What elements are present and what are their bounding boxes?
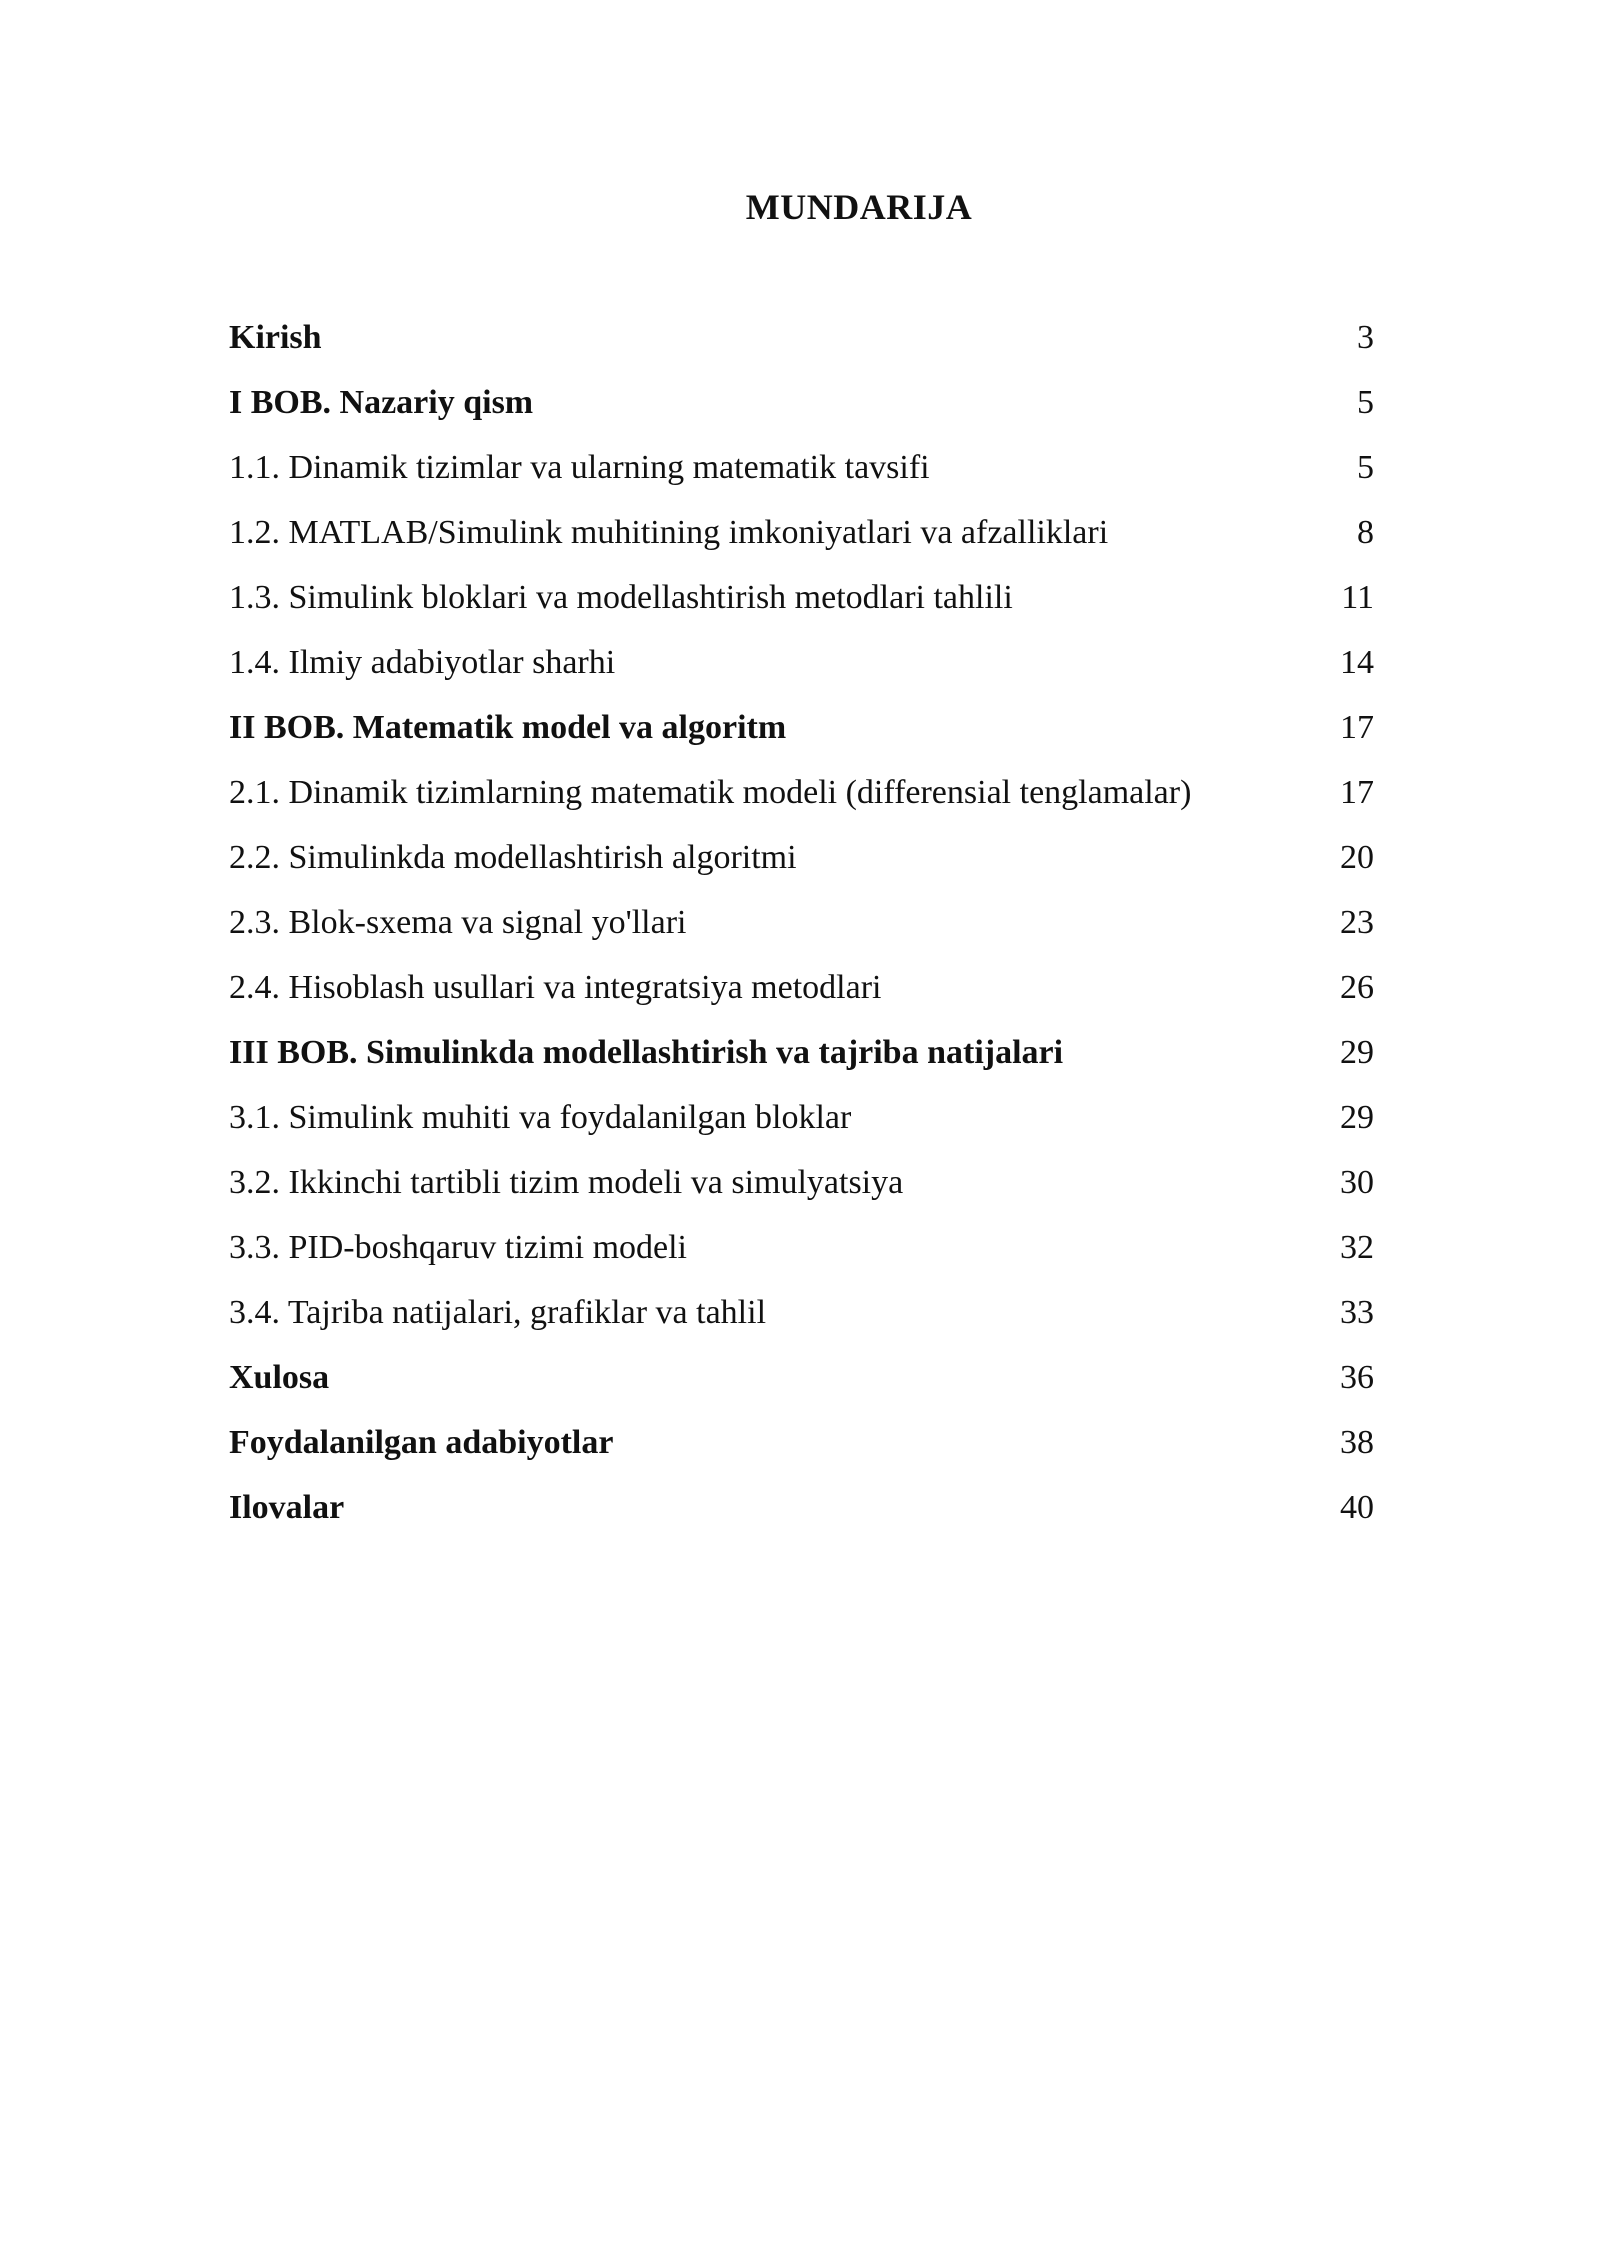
toc-entry [229, 565, 1374, 630]
toc-entry [229, 1345, 1374, 1410]
toc-entry-label: 2.4. Hisoblash usullari va integratsiya metodlari [229, 968, 882, 1006]
toc-entry-label: Foydalanilgan adabiyotlar [229, 1423, 614, 1461]
toc-entry-page: 17 [1340, 708, 1374, 746]
toc-entry-page: 23 [1340, 903, 1374, 941]
toc-entry-page: 30 [1340, 1163, 1374, 1201]
toc-entry-page: 17 [1340, 773, 1374, 811]
toc-entry-page: 14 [1340, 643, 1374, 681]
toc-entry [229, 370, 1374, 435]
toc-entry-label: 2.3. Blok-sxema va signal yo'llari [229, 903, 687, 941]
toc-entry [229, 695, 1374, 760]
toc-entry-page: 38 [1340, 1423, 1374, 1461]
toc-entry [229, 760, 1374, 825]
toc-entry [229, 1475, 1374, 1540]
toc-entry-page: 11 [1341, 578, 1374, 616]
toc-entry-label: 1.3. Simulink bloklari va modellashtirish metodlari tahlili [229, 578, 1013, 616]
toc-entry-label: 3.1. Simulink muhiti va foydalanilgan bloklar [229, 1098, 852, 1136]
toc-entry [229, 1085, 1374, 1150]
toc-entry [229, 1020, 1374, 1085]
toc-entry-label: Xulosa [229, 1358, 330, 1396]
toc-entry-page: 20 [1340, 838, 1374, 876]
toc-entry-page: 5 [1357, 383, 1374, 421]
toc-entry-label: 3.3. PID-boshqaruv tizimi modeli [229, 1228, 688, 1266]
toc-entry-page: 33 [1340, 1293, 1374, 1331]
toc-entry [229, 630, 1374, 695]
toc-entry [229, 1280, 1374, 1345]
toc-entry-label: II BOB. Matematik model va algoritm [229, 708, 787, 746]
toc-entry-page: 29 [1340, 1098, 1374, 1136]
toc-entry [229, 305, 1374, 370]
toc-entry [229, 500, 1374, 565]
table-of-contents [229, 305, 1374, 1540]
toc-entry-label: 1.2. MATLAB/Simulink muhitining imkoniyatlari va afzalliklari [229, 513, 1109, 551]
toc-entry-label: 2.1. Dinamik tizimlarning matematik modeli (differensial tenglamalar) [229, 773, 1192, 811]
toc-entry [229, 1410, 1374, 1475]
toc-entry-page: 32 [1340, 1228, 1374, 1266]
page-title: MUNDARIJA [745, 187, 973, 227]
toc-entry [229, 890, 1374, 955]
toc-entry-label: 1.1. Dinamik tizimlar va ularning matematik tavsifi [229, 448, 930, 486]
toc-entry-page: 8 [1357, 513, 1374, 551]
toc-entry-label: 1.4. Ilmiy adabiyotlar sharhi [229, 643, 616, 681]
toc-entry-label: 3.4. Tajriba natijalari, grafiklar va tahlil [229, 1293, 767, 1331]
toc-entry-label: 2.2. Simulinkda modellashtirish algoritmi [229, 838, 797, 876]
toc-entry-label: Ilovalar [229, 1488, 345, 1526]
toc-entry-page: 5 [1357, 448, 1374, 486]
toc-entry [229, 1215, 1374, 1280]
toc-entry [229, 955, 1374, 1020]
toc-entry-page: 36 [1340, 1358, 1374, 1396]
toc-entry-label: III BOB. Simulinkda modellashtirish va tajriba natijalari [229, 1033, 1064, 1071]
toc-entry [229, 435, 1374, 500]
toc-entry-label: I BOB. Nazariy qism [229, 383, 534, 421]
toc-entry [229, 1150, 1374, 1215]
toc-entry-label: Kirish [229, 318, 322, 356]
toc-entry-page: 29 [1340, 1033, 1374, 1071]
toc-entry-page: 3 [1357, 318, 1374, 356]
toc-entry-page: 26 [1340, 968, 1374, 1006]
toc-entry-label: 3.2. Ikkinchi tartibli tizim modeli va simulyatsiya [229, 1163, 904, 1201]
toc-entry [229, 825, 1374, 890]
toc-entry-page: 40 [1340, 1488, 1374, 1526]
